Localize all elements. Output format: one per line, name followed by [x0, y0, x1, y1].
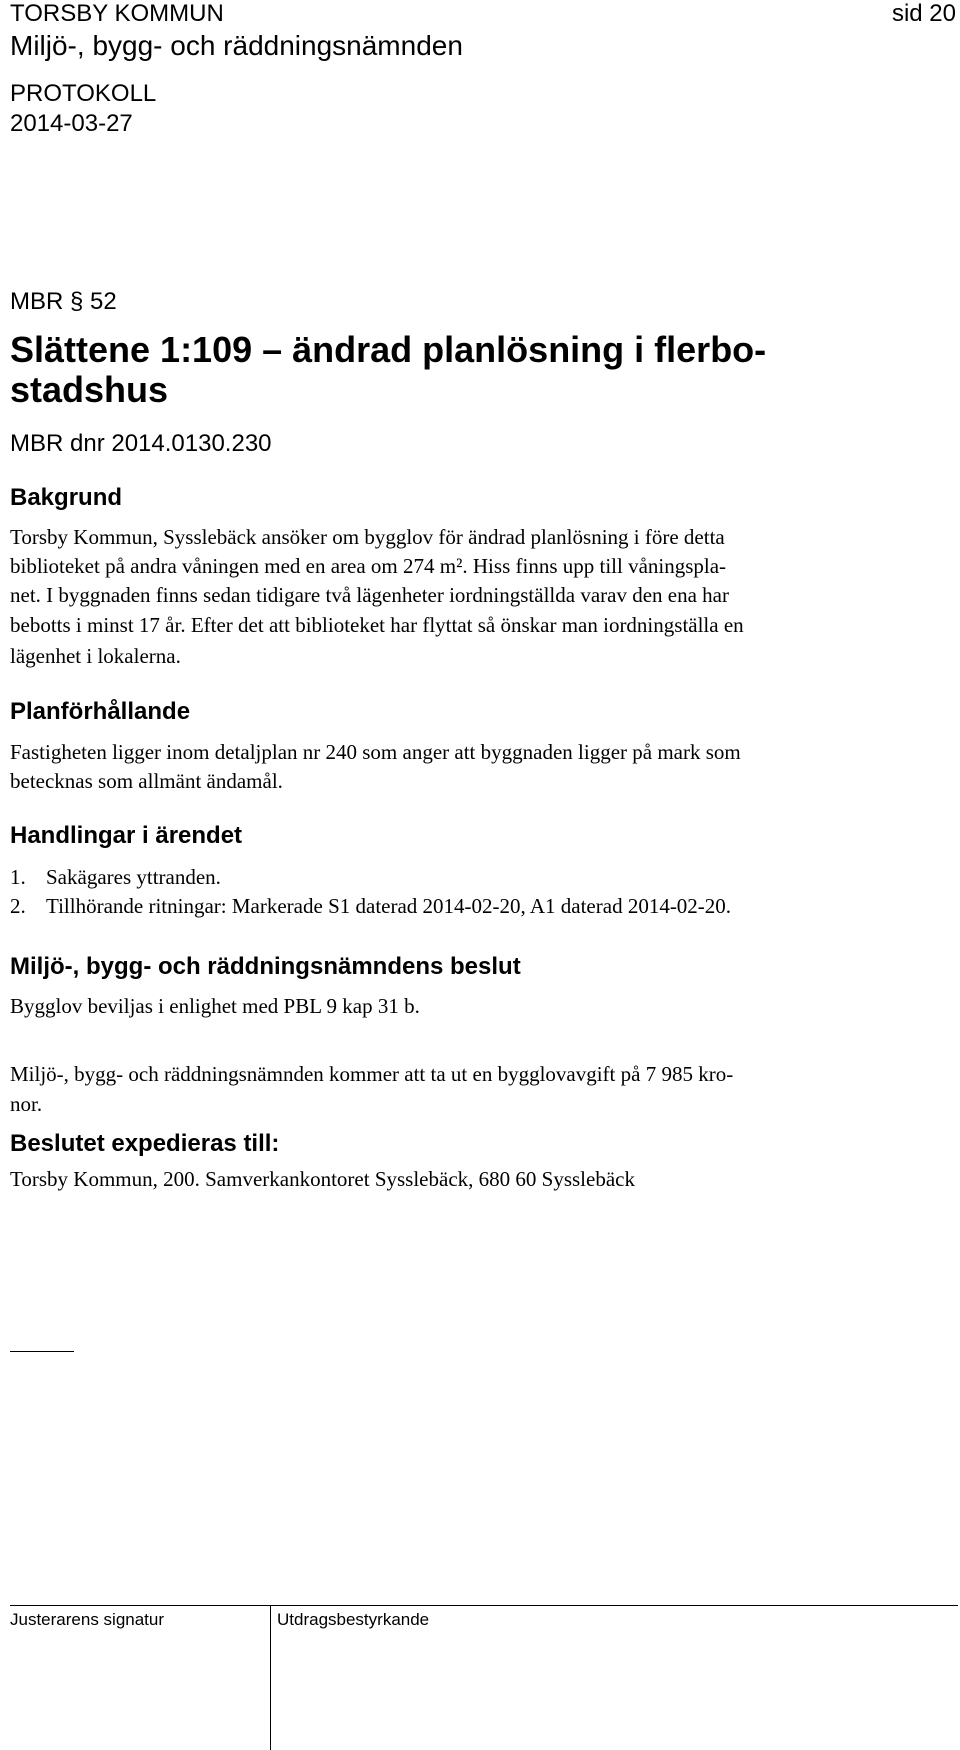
beslut-line-2: Miljö-, bygg- och räddningsnämnden kommer att ta ut en bygglovavgift på 7 985 kro- [10, 1062, 734, 1086]
short-divider [10, 1351, 74, 1352]
item-title-line-1: Slättene 1:109 – ändrad planlösning i flerbo- [10, 329, 767, 370]
document-type: PROTOKOLL [10, 80, 157, 107]
bakgrund-line-1: Torsby Kommun, Sysslebäck ansöker om bygglov för ändrad planlösning i före detta [10, 525, 725, 549]
list-item [10, 890, 732, 922]
bakgrund-line-2: biblioteket på andra våningen med en area om 274 m². Hiss finns upp till våningspla- [10, 554, 727, 578]
section-heading-handlingar: Handlingar i ärendet [10, 822, 243, 849]
expedieras-recipients: Torsby Kommun, 200. Samverkankontoret Sysslebäck, 680 60 Sysslebäck [10, 1167, 635, 1191]
footer-signature-label: Justerarens signatur [10, 1610, 165, 1629]
list-item-number: 1. [10, 865, 26, 889]
board-name: Miljö-, bygg- och räddningsnämnden [10, 30, 463, 61]
list-item [10, 861, 221, 893]
organization-name: TORSBY KOMMUN [10, 0, 224, 27]
plan-line-2: betecknas som allmänt ändamål. [10, 769, 283, 793]
bakgrund-line-5: lägenhet i lokalerna. [10, 644, 181, 668]
beslut-line-3: nor. [10, 1092, 43, 1116]
plan-line-1: Fastigheten ligger inom detaljplan nr 240 som anger att byggnaden ligger på mark som [10, 740, 741, 764]
footer-divider [10, 1605, 958, 1606]
list-item-number: 2. [10, 894, 26, 918]
section-heading-expedieras: Beslutet expedieras till: [10, 1130, 280, 1157]
item-title-line-2: stadshus [10, 369, 169, 410]
meeting-date: 2014-03-27 [10, 110, 133, 137]
bakgrund-line-4: bebotts i minst 17 år. Efter det att biblioteket har flyttat så önskar man iordningställa en [10, 613, 744, 637]
item-number: MBR § 52 [10, 288, 117, 315]
section-heading-planforhallande: Planförhållande [10, 698, 191, 725]
section-heading-beslut: Miljö-, bygg- och räddningsnämndens beslut [10, 953, 521, 980]
bakgrund-line-3: net. I byggnaden finns sedan tidigare två lägenheter iordningställda varav den ena har [10, 583, 729, 607]
beslut-line-1: Bygglov beviljas i enlighet med PBL 9 kap 31 b. [10, 994, 420, 1018]
footer-column-separator [270, 1605, 271, 1750]
footer-certification-label: Utdragsbestyrkande [277, 1610, 430, 1629]
page-number: sid 20 [891, 0, 956, 27]
case-number: MBR dnr 2014.0130.230 [10, 430, 272, 457]
section-heading-bakgrund: Bakgrund [10, 484, 123, 511]
list-item-text: Tillhörande ritningar: Markerade S1 daterad 2014-02-20, A1 daterad 2014-02-20. [46, 894, 732, 918]
list-item-text: Sakägares yttranden. [46, 865, 221, 889]
